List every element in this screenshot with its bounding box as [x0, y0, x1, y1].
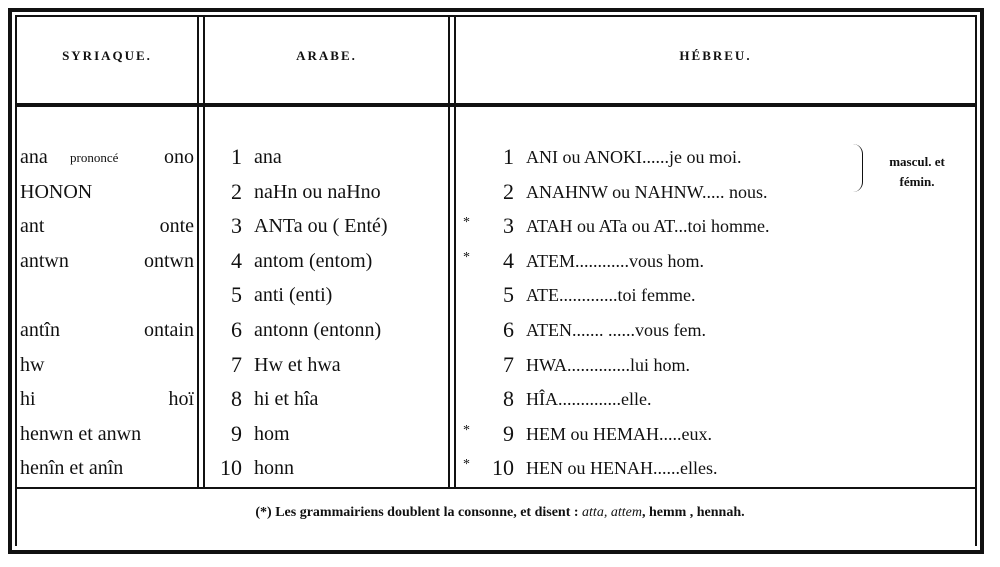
arabe-number: 2 — [231, 179, 242, 204]
side-note-line-2: fémin. — [899, 174, 935, 189]
syriaque-right: ontain — [144, 319, 194, 341]
syriaque-left: ant — [20, 215, 45, 237]
hebreu-number: 1 — [503, 144, 514, 169]
header-hebreu: HÉBREU. — [679, 48, 752, 63]
syriaque-left: antwn — [20, 250, 69, 272]
syriaque-right: hoï — [168, 388, 194, 410]
hebreu-text: ANAHNW ou NAHNW..... nous. — [526, 182, 768, 202]
arabe-number: 5 — [231, 282, 242, 307]
arabe-number: 10 — [220, 455, 242, 480]
hebreu-text: ANI ou ANOKI......je ou moi. — [526, 147, 742, 167]
syriaque-left: hi — [20, 388, 36, 410]
syriaque-left: antîn — [20, 319, 60, 341]
arabe-number: 7 — [231, 352, 242, 377]
syriaque-left: HONON — [20, 181, 93, 203]
arabe-number: 8 — [231, 386, 242, 411]
arabe-text: antom (entom) — [254, 250, 373, 272]
arabe-text: hom — [254, 423, 290, 445]
hebreu-number: 5 — [503, 282, 514, 307]
hebreu-number: 4 — [503, 248, 514, 273]
column-divider — [197, 15, 199, 488]
footnote-star: * — [463, 250, 470, 265]
hebreu-text: ATE.............toi femme. — [526, 285, 696, 305]
hebreu-text: HWA..............lui hom. — [526, 355, 690, 375]
syriaque-left: hw — [20, 354, 45, 376]
hebreu-number: 8 — [503, 386, 514, 411]
footnote-prefix: (*) Les grammairiens doublent la consonne, et disent : — [255, 505, 579, 520]
arabe-number: 6 — [231, 317, 242, 342]
side-note — [872, 152, 962, 192]
header-rule — [17, 103, 975, 107]
arabe-number: 9 — [231, 421, 242, 446]
hebreu-text: HEM ou HEMAH.....eux. — [526, 424, 712, 444]
hebreu-number: 9 — [503, 421, 514, 446]
header-syriaque: SYRIAQUE. — [62, 48, 152, 63]
hebreu-text: ATEN....... ......vous fem. — [526, 320, 706, 340]
body-bottom-rule — [17, 487, 975, 489]
arabe-number: 3 — [231, 213, 242, 238]
syriaque-left: henîn et anîn — [20, 457, 124, 479]
column-divider — [454, 15, 456, 488]
syriaque-left: henwn et anwn — [20, 423, 142, 445]
brace-mark — [852, 144, 863, 192]
hebreu-text: HÎA..............elle. — [526, 389, 652, 409]
syriaque-right: ontwn — [144, 250, 194, 272]
hebreu-number: 2 — [503, 179, 514, 204]
arabe-number: 1 — [231, 144, 242, 169]
arabe-text: naHn ou naHno — [254, 181, 381, 203]
hebreu-text: ATAH ou ATa ou AT...toi homme. — [526, 216, 770, 236]
column-divider — [448, 15, 450, 488]
hebreu-text: ATEM............vous hom. — [526, 251, 705, 271]
arabe-number: 4 — [231, 248, 242, 273]
footnote-star: * — [463, 423, 470, 438]
hebreu-number: 7 — [503, 352, 514, 377]
footnote-example-1: atta, — [582, 505, 608, 520]
arabe-text: hi et hîa — [254, 388, 319, 410]
header-arabe: ARABE. — [296, 48, 357, 63]
footnote — [0, 505, 1000, 521]
footnote-star: * — [463, 215, 470, 230]
footnote-star: * — [463, 457, 470, 472]
hebreu-text: HEN ou HENAH......elles. — [526, 458, 718, 478]
arabe-text: ANTa ou ( Enté) — [254, 215, 388, 237]
footnote-rest: , hemm , hennah. — [641, 505, 745, 520]
arabe-text: honn — [254, 457, 294, 479]
column-divider — [203, 15, 205, 488]
arabe-text: anti (enti) — [254, 284, 333, 306]
hebreu-number: 3 — [503, 213, 514, 238]
footnote-example-2: attem — [610, 505, 642, 520]
syriaque-right: onte — [159, 215, 194, 237]
side-note-line-1: mascul. et — [889, 154, 945, 169]
syriaque-left: ana — [20, 146, 48, 168]
hebreu-number: 6 — [503, 317, 514, 342]
hebreu-number: 10 — [492, 455, 514, 480]
syriaque-note: prononcé — [70, 150, 119, 165]
syriaque-right: ono — [164, 146, 194, 168]
arabe-text: Hw et hwa — [254, 354, 341, 376]
arabe-text: ana — [254, 146, 282, 168]
arabe-text: antonn (entonn) — [254, 319, 382, 341]
